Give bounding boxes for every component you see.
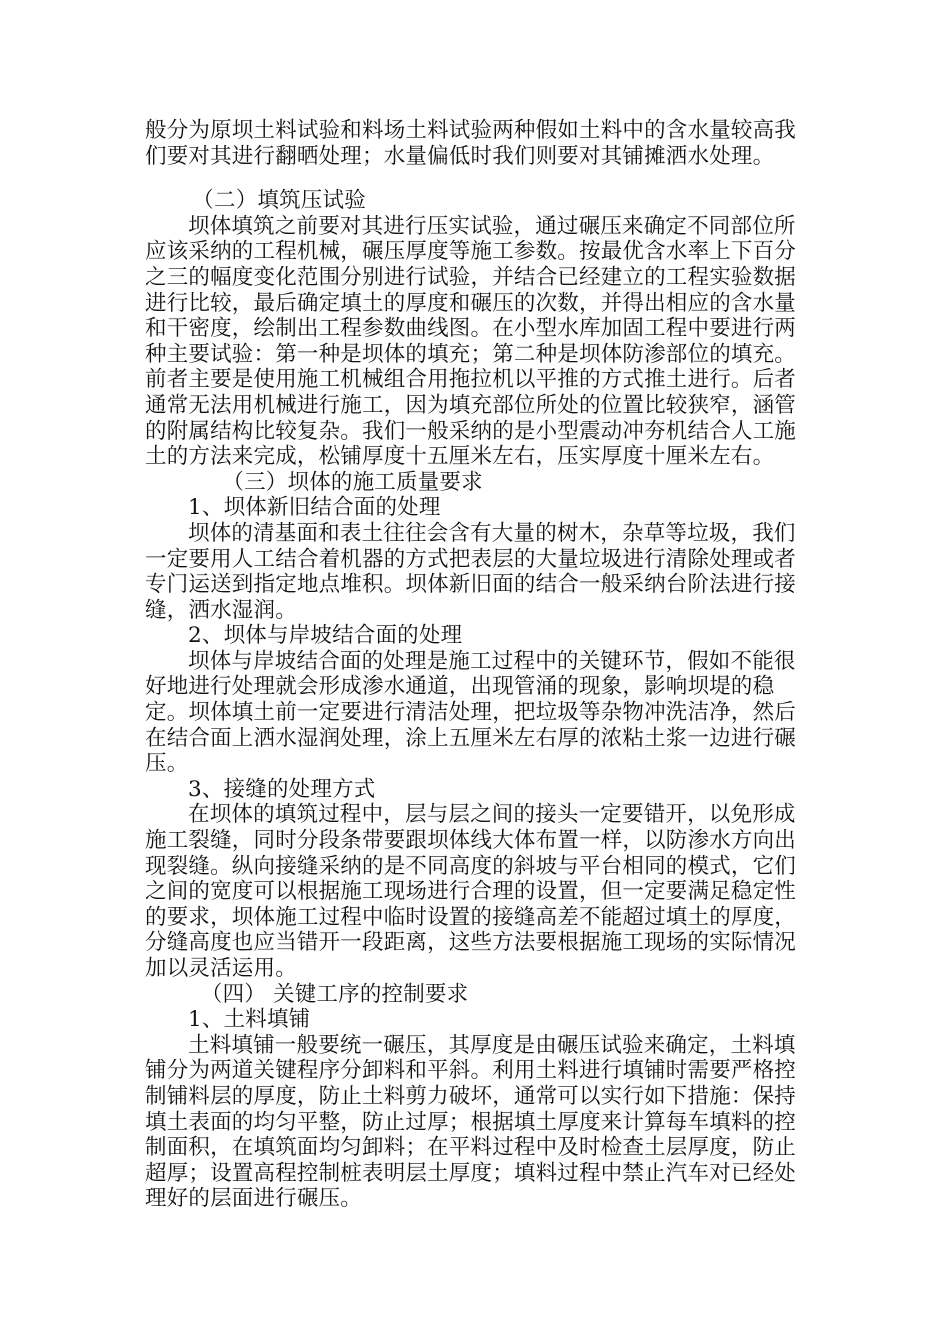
body-paragraph: 土料填铺一般要统一碾压，其厚度是由碾压试验来确定，土料填铺分为两道关键程序分卸料和平斜。利用土料进行填铺时需要严格控制铺料层的厚度，防止土料剪力破坏，通常可以实行如下措施：保持填土表面的均匀平整，防止过厚；根据填土厚度来计算每车填料的控制面积，在填筑面均匀卸料；在平料过程中及时检查土层厚度，防止超厚；设置高程控制桩表明层土厚度；填料过程中禁止汽车对已经处理好的层面进行碾压。 bbox=[145, 1032, 797, 1212]
section-heading: （三）坝体的施工质量要求 bbox=[222, 469, 483, 495]
body-paragraph: 坝体与岸坡结合面的处理是施工过程中的关键环节，假如不能很好地进行处理就会形成渗水通道，出现管涌的现象，影响坝堤的稳定。坝体填土前一定要进行清洁处理，把垃圾等杂物冲洗洁净，然后在结合面上洒水湿润处理，涂上五厘米左右厚的浓粘土浆一边进行碾压。 bbox=[145, 648, 797, 777]
subsection-heading: 2、坝体与岸坡结合面的处理 bbox=[188, 623, 463, 649]
subsection-heading: 3、接缝的处理方式 bbox=[188, 776, 376, 802]
body-paragraph: 坝体填筑之前要对其进行压实试验，通过碾压来确定不同部位所应该采纳的工程机械，碾压厚度等施工参数。按最优含水率上下百分之三的幅度变化范围分别进行试验，并结合已经建立的工程实验数据进行比较，最后确定填土的厚度和碾压的次数，并得出相应的含水量和干密度，绘制出工程参数曲线图。在小型水库加固工程中要进行两种主要试验：第一种是坝体的填充；第二种是坝体防渗部位的填充。前者主要是使用施工机械组合用拖拉机以平推的方式推土进行。后者通常无法用机械进行施工，因为填充部位所处的位置比较狭窄，涵管的附属结构比较复杂。我们一般采纳的是小型震动冲夯机结合人工施土的方法来完成，松铺厚度十五厘米左右，压实厚度十厘米左右。 bbox=[145, 213, 797, 470]
subsection-heading: 1、坝体新旧结合面的处理 bbox=[188, 495, 441, 521]
subsection-heading: 1、土料填铺 bbox=[188, 1007, 311, 1033]
document-body bbox=[145, 118, 807, 1212]
body-paragraph: 在坝体的填筑过程中，层与层之间的接头一定要错开，以免形成施工裂缝，同时分段条带要跟坝体线大体布置一样，以防渗水方向出现裂缝。纵向接缝采纳的是不同高度的斜坡与平台相同的模式，它们之间的宽度可以根据施工现场进行合理的设置，但一定要满足稳定性的要求，坝体施工过程中临时设置的接缝高差不能超过填土的厚度，分缝高度也应当错开一段距离，这些方法要根据施工现场的实际情况加以灵活运用。 bbox=[145, 802, 797, 981]
body-paragraph: 坝体的清基面和表土往往会含有大量的树木，杂草等垃圾，我们一定要用人工结合着机器的方式把表层的大量垃圾进行清除处理或者专门运送到指定地点堆积。坝体新旧面的结合一般采纳台阶法进行接缝，洒水湿润。 bbox=[145, 520, 797, 623]
section-heading: （四） 关键工序的控制要求 bbox=[200, 981, 469, 1007]
section-heading: （二）填筑压试验 bbox=[192, 188, 366, 214]
body-paragraph: 般分为原坝土料试验和料场土料试验两种假如土料中的含水量较高我们要对其进行翻晒处理；水量偏低时我们则要对其铺摊洒水处理。 bbox=[145, 118, 797, 169]
